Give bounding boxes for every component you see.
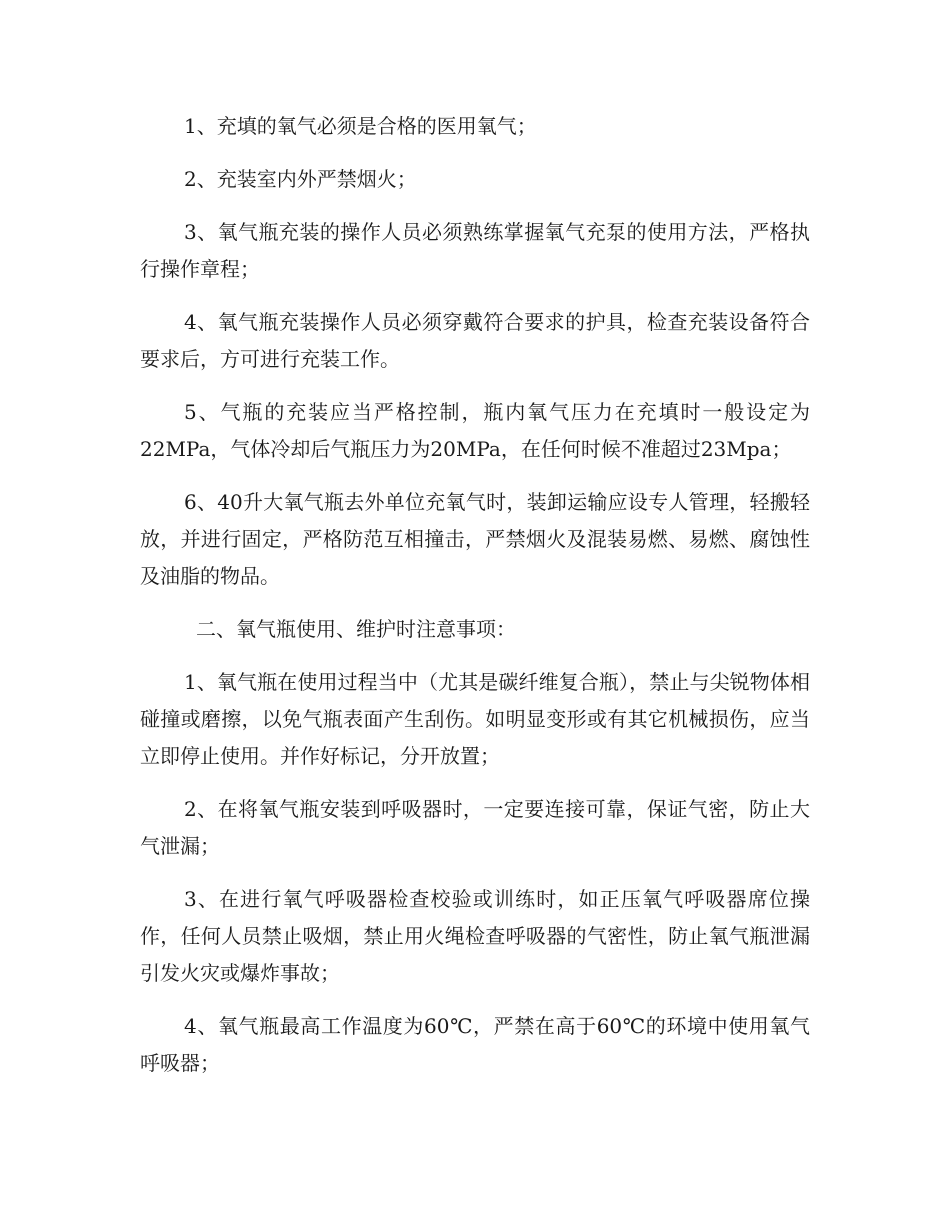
paragraph-usage-rule-3: 3、在进行氧气呼吸器检查校验或训练时，如正压氧气呼吸器席位操作，任何人员禁止吸烟，禁止用火绳检查呼吸器的气密性，防止氧气瓶泄漏引发火灾或爆炸事故； xyxy=(140,887,810,985)
paragraph-fill-rule-5: 5、气瓶的充装应当严格控制，瓶内氧气压力在充填时一般设定为22MPa，气体冷却后气瓶压力为20MPa，在任何时候不准超过23Mpa； xyxy=(140,400,810,461)
paragraph-usage-rule-4: 4、氧气瓶最高工作温度为60℃，严禁在高于60℃的环境中使用氧气呼吸器； xyxy=(140,1014,810,1075)
paragraph-fill-rule-1: 1、充填的氧气必须是合格的医用氧气； xyxy=(184,114,537,138)
paragraph-usage-rule-1: 1、氧气瓶在使用过程当中（尤其是碳纤维复合瓶），禁止与尖锐物体相碰撞或磨擦，以免气瓶表面产生刮伤。如明显变形或有其它机械损伤，应当立即停止使用。并作好标记，分开放置； xyxy=(140,670,810,768)
paragraph-fill-rule-2: 2、充装室内外严禁烟火； xyxy=(184,167,417,191)
document-body xyxy=(140,108,810,1098)
paragraph-fill-rule-3: 3、氧气瓶充装的操作人员必须熟练掌握氧气充泵的使用方法，严格执行操作章程； xyxy=(140,220,810,281)
section-heading-usage-maintenance: 二、氧气瓶使用、维护时注意事项： xyxy=(196,617,516,641)
paragraph-fill-rule-4: 4、氧气瓶充装操作人员必须穿戴符合要求的护具，检查充装设备符合要求后，方可进行充装工作。 xyxy=(140,310,810,371)
paragraph-usage-rule-2: 2、在将氧气瓶安装到呼吸器时，一定要连接可靠，保证气密，防止大气泄漏； xyxy=(140,797,810,858)
paragraph-fill-rule-6: 6、40升大氧气瓶去外单位充氧气时，装卸运输应设专人管理，轻搬轻放，并进行固定，严格防范互相撞击，严禁烟火及混装易燃、易燃、腐蚀性及油脂的物品。 xyxy=(140,490,810,588)
